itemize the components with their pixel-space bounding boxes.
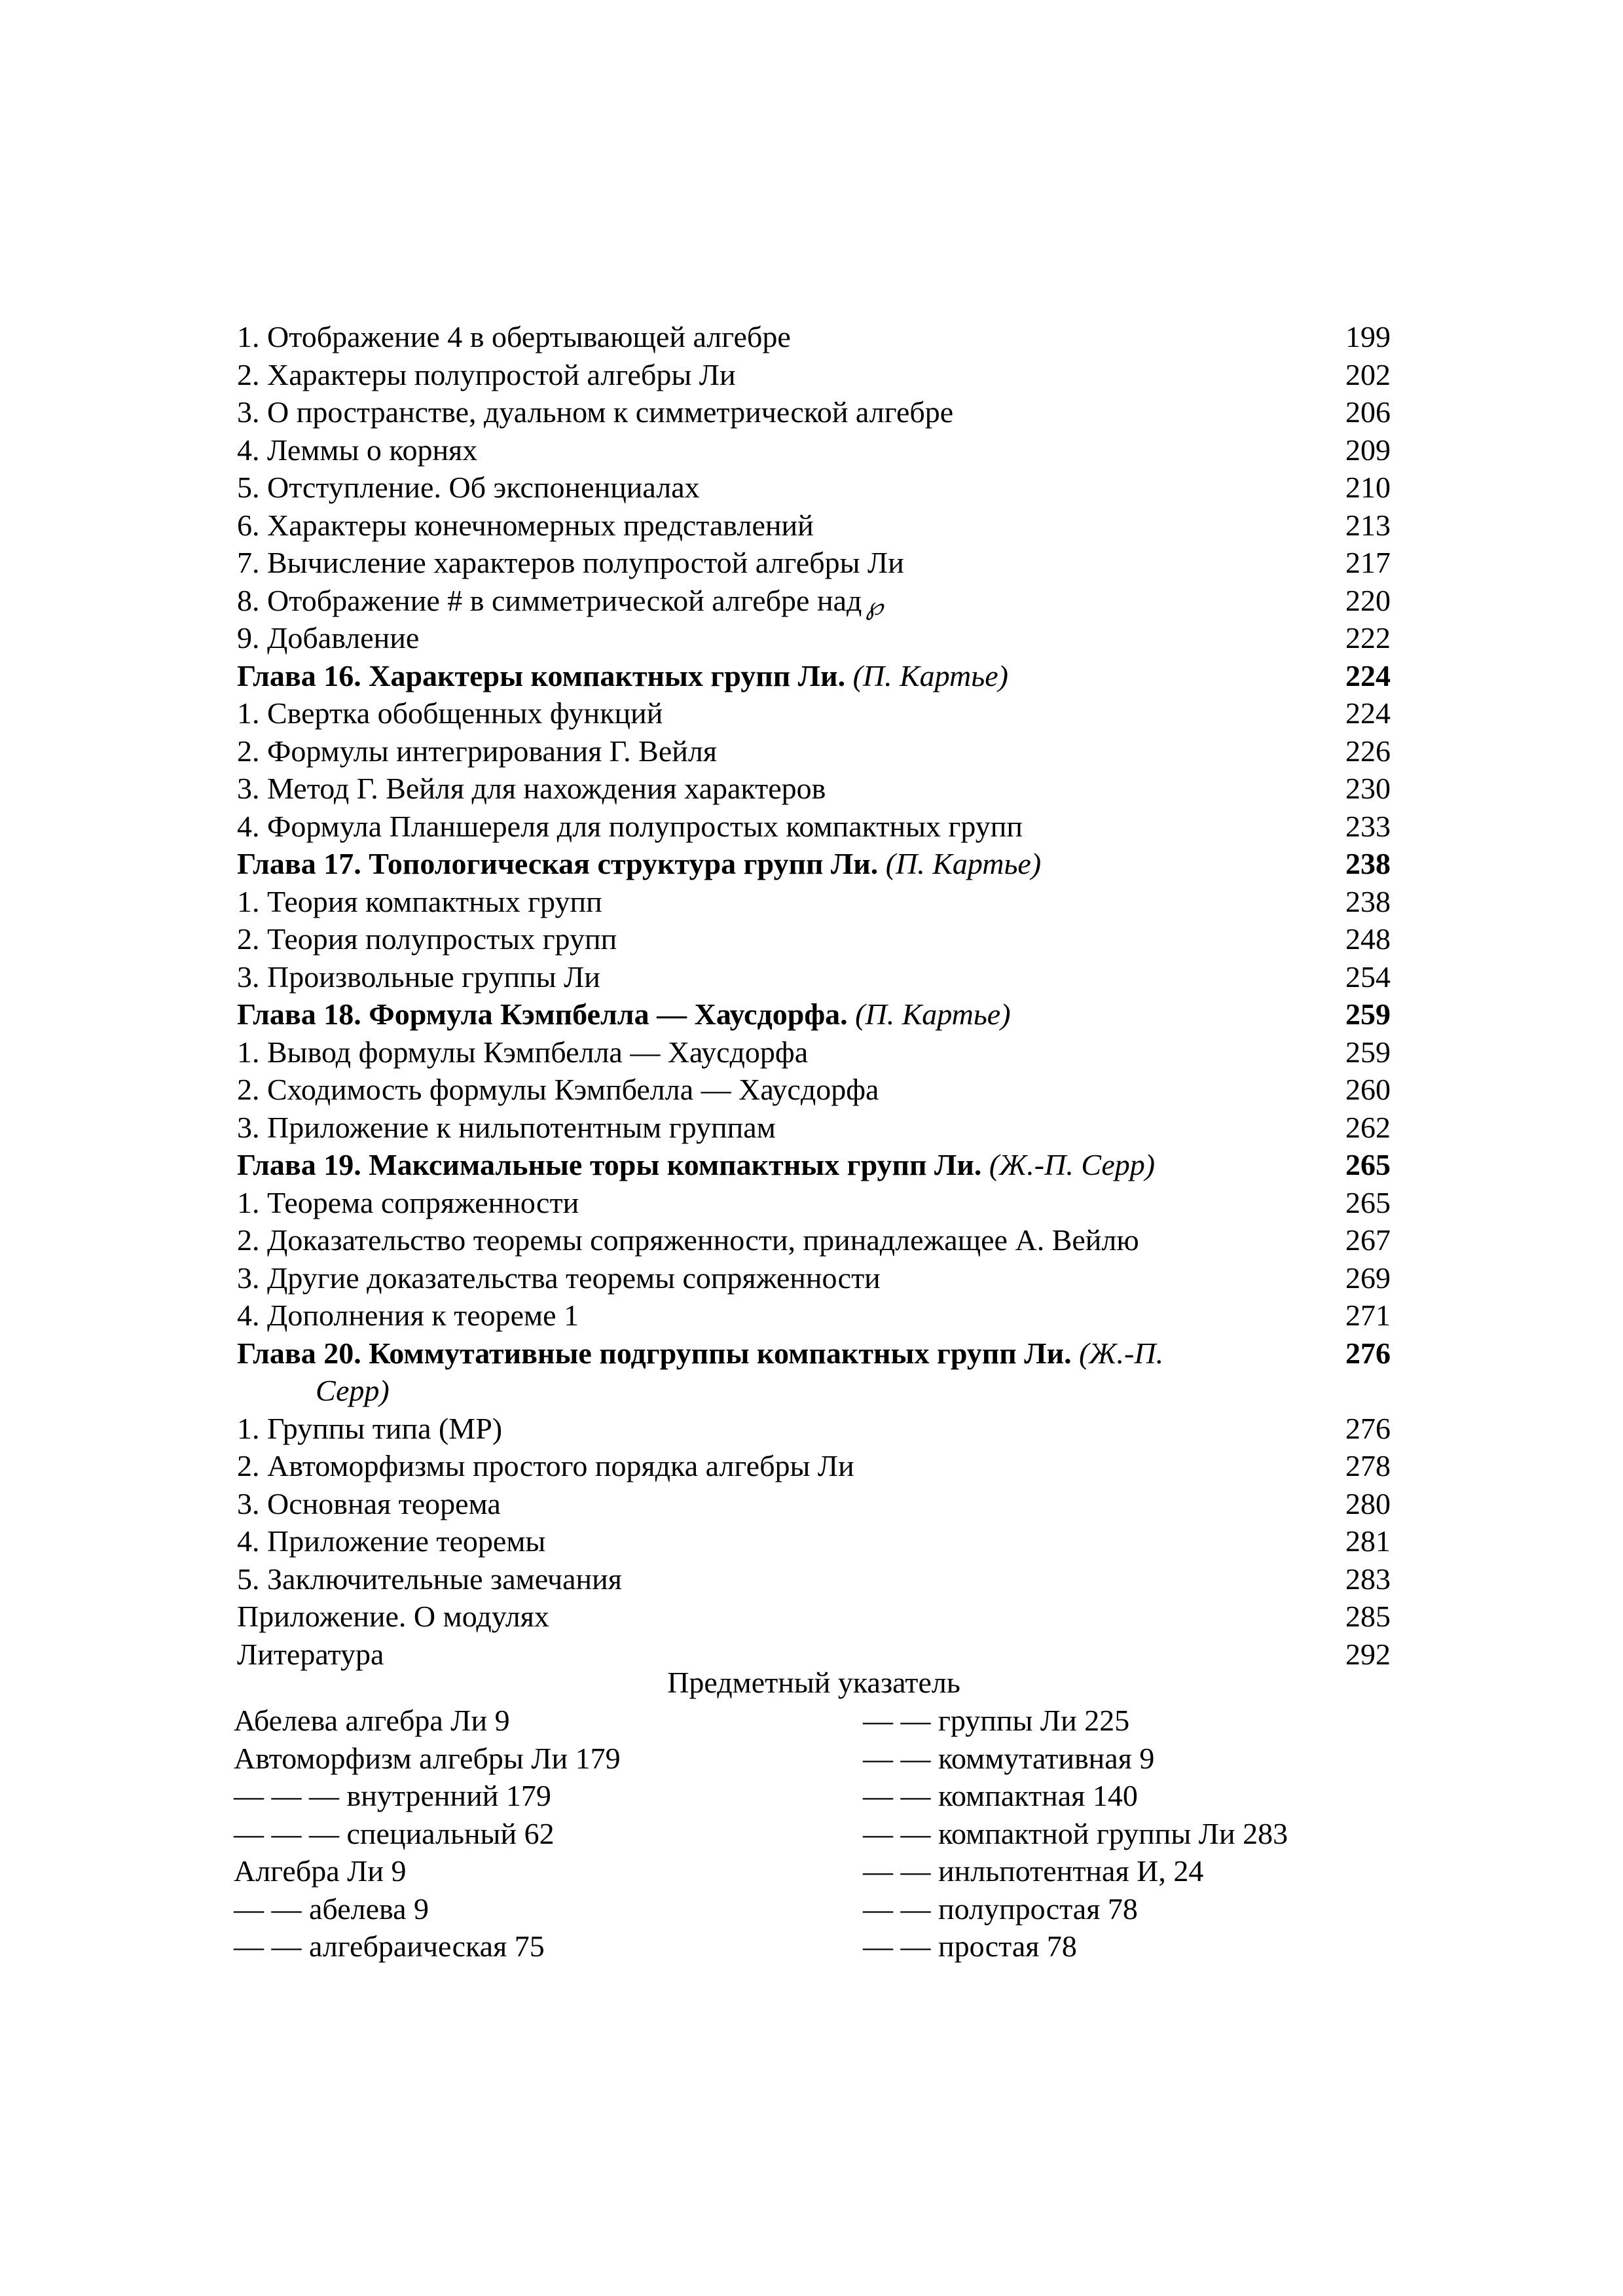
toc-entry <box>237 1071 1391 1109</box>
toc-entry-page: 285 <box>1345 1600 1391 1633</box>
toc-entry-page: 238 <box>1345 884 1391 918</box>
toc-entry-title: 3. Основная теорема <box>237 1486 501 1520</box>
toc-entry <box>237 883 1391 921</box>
toc-entry-page: 210 <box>1345 471 1391 504</box>
toc-entry <box>237 1560 1391 1598</box>
toc-entry <box>237 1297 1391 1335</box>
index-entry: — — компактная 140 <box>863 1779 1138 1812</box>
toc-entry <box>237 1259 1391 1297</box>
toc-entry <box>237 1410 1391 1448</box>
toc-chapter-heading <box>237 845 1391 883</box>
toc-entry <box>237 1522 1391 1560</box>
toc-entry-title: 4. Дополнения к теореме 1 <box>237 1299 579 1332</box>
toc-entry-page: 209 <box>1345 433 1391 467</box>
toc-entry-page: 199 <box>1345 320 1391 353</box>
subject-index-right-column <box>863 1702 1452 1965</box>
toc-entry-page: 259 <box>1345 1035 1391 1069</box>
toc-entry <box>237 732 1391 770</box>
toc-entry-title: 3. Приложение к нильпотентным группам <box>237 1110 776 1144</box>
toc-entry-page: 267 <box>1345 1223 1391 1257</box>
toc-entry <box>237 808 1391 846</box>
toc-chapter-author: (П. Картье) <box>885 847 1042 880</box>
toc-entry <box>237 431 1391 469</box>
toc-chapter-title-wrap <box>237 845 1285 883</box>
toc-entry <box>237 1598 1391 1636</box>
toc-entry <box>237 469 1391 507</box>
toc-chapter-title: Глава 17. Топологическая структура групп Ли. <box>237 847 879 880</box>
subject-index-heading: Предметный указатель <box>667 1666 960 1699</box>
index-entry: — — — внутренний 179 <box>234 1779 551 1812</box>
toc-entry-page: 283 <box>1345 1562 1391 1596</box>
table-of-contents <box>237 318 1391 1673</box>
toc-entry-title: 2. Теория полупростых групп <box>237 922 617 956</box>
toc-entry-page: 276 <box>1345 1411 1391 1445</box>
toc-entry <box>237 958 1391 996</box>
toc-entry-page: 254 <box>1345 960 1391 994</box>
toc-entry <box>237 1221 1391 1259</box>
toc-chapter-title: Глава 19. Максимальные торы компактных групп Ли. <box>237 1148 982 1181</box>
toc-chapter-title-wrap <box>237 657 1285 695</box>
toc-chapter-title: Глава 20. Коммутативные подгруппы компактных групп Ли. <box>237 1336 1072 1370</box>
index-entry: — — простая 78 <box>863 1929 1077 1963</box>
toc-chapter-author-continued: Серр) <box>316 1374 390 1407</box>
toc-entry <box>237 356 1391 394</box>
toc-entry-title: Приложение. О модулях <box>237 1600 549 1633</box>
toc-entry-page: 217 <box>1345 546 1391 579</box>
toc-entry-title: 4. Леммы о корнях <box>237 433 478 467</box>
toc-entry <box>237 920 1391 958</box>
subject-index-left-column <box>234 1702 823 1965</box>
toc-entry <box>237 318 1391 356</box>
toc-entry-title: 2. Доказательство теоремы сопряженности, принадлежащее А. Вейлю <box>237 1223 1139 1257</box>
index-entry: Автоморфизм алгебры Ли 179 <box>234 1741 621 1775</box>
toc-entry-title: 3. Метод Г. Вейля для нахождения характеров <box>237 772 826 805</box>
toc-entry-page: 202 <box>1345 357 1391 391</box>
toc-chapter-page: 259 <box>1345 997 1391 1031</box>
toc-entry-page: 222 <box>1345 621 1391 655</box>
toc-entry-page: 213 <box>1345 508 1391 542</box>
index-entry: — — алгебраическая 75 <box>234 1929 545 1963</box>
toc-chapter-title-wrap <box>237 1335 1285 1410</box>
toc-entry-page: 281 <box>1345 1524 1391 1558</box>
toc-entry-page: 260 <box>1345 1073 1391 1106</box>
index-entry: — — полупростая 78 <box>863 1892 1138 1926</box>
toc-entry-title: 7. Вычисление характеров полупростой алгебры Ли <box>237 546 904 579</box>
toc-entry <box>237 770 1391 808</box>
toc-chapter-author: (П. Картье) <box>855 997 1011 1031</box>
toc-entry-title: 1. Отображение 4 в обертывающей алгебре <box>237 320 791 353</box>
toc-entry-page: 269 <box>1345 1261 1391 1295</box>
toc-chapter-page: 265 <box>1345 1148 1391 1181</box>
toc-entry <box>237 1033 1391 1071</box>
toc-entry-page: 226 <box>1345 734 1391 768</box>
toc-entry <box>237 619 1391 657</box>
toc-entry-title: 5. Отступление. Об экспоненциалах <box>237 471 700 504</box>
index-entry: — — группы Ли 225 <box>863 1704 1130 1737</box>
toc-entry-page: 206 <box>1345 395 1391 429</box>
toc-entry-title: 3. Другие доказательства теоремы сопряженности <box>237 1261 881 1295</box>
toc-entry-title: 1. Свертка обобщенных функций <box>237 696 663 730</box>
toc-entry <box>237 393 1391 431</box>
toc-entry-page: 233 <box>1345 809 1391 843</box>
toc-entry-title: 1. Теория компактных групп <box>237 884 602 918</box>
toc-entry-page: 220 <box>1345 583 1391 617</box>
toc-chapter-title-wrap <box>237 1146 1285 1184</box>
toc-chapter-page: 224 <box>1345 658 1391 692</box>
toc-entry <box>237 1109 1391 1147</box>
toc-entry-title: 4. Приложение теоремы <box>237 1524 546 1558</box>
toc-entry-title: 5. Заключительные замечания <box>237 1562 622 1596</box>
toc-chapter-title: Глава 18. Формула Кэмпбелла — Хаусдорфа. <box>237 997 848 1031</box>
toc-chapter-heading <box>237 657 1391 695</box>
toc-chapter-author: (Ж.-П. Серр) <box>989 1148 1156 1181</box>
weierstrass-p-symbol: ℘ <box>866 592 883 620</box>
toc-entry <box>237 1485 1391 1523</box>
toc-chapter-heading <box>237 996 1391 1033</box>
index-entry: — — — специальный 62 <box>234 1816 555 1850</box>
index-entry: — — компактной группы Ли 283 <box>863 1816 1288 1850</box>
toc-chapter-page: 238 <box>1345 847 1391 880</box>
toc-entry-title: 6. Характеры конечномерных представлений <box>237 508 814 542</box>
toc-entry-page: 265 <box>1345 1185 1391 1219</box>
toc-entry-title: 2. Характеры полупростой алгебры Ли <box>237 357 736 391</box>
toc-entry-title: 2. Сходимость формулы Кэмпбелла — Хаусдорфа <box>237 1073 879 1106</box>
toc-entry <box>237 582 1391 620</box>
toc-entry-page: 262 <box>1345 1110 1391 1144</box>
toc-entry <box>237 544 1391 582</box>
toc-entry <box>237 1447 1391 1485</box>
toc-entry-title: 2. Автоморфизмы простого порядка алгебры Ли <box>237 1449 854 1482</box>
toc-chapter-title-wrap <box>237 996 1285 1033</box>
toc-chapter-heading <box>237 1335 1391 1410</box>
toc-entry-page: 248 <box>1345 922 1391 956</box>
index-entry: — — коммутативная 9 <box>863 1741 1155 1775</box>
toc-entry-title: 2. Формулы интегрирования Г. Вейля <box>237 734 717 768</box>
toc-entry-page: 224 <box>1345 696 1391 730</box>
toc-entry <box>237 507 1391 545</box>
toc-entry-title: 9. Добавление <box>237 621 420 655</box>
toc-entry-page: 278 <box>1345 1449 1391 1482</box>
index-entry: Абелева алгебра Ли 9 <box>234 1704 510 1737</box>
toc-chapter-page: 276 <box>1345 1336 1391 1370</box>
toc-entry-title: 4. Формула Планшереля для полупростых компактных групп <box>237 809 1023 843</box>
toc-entry-title: 1. Группы типа (МР) <box>237 1411 503 1445</box>
toc-chapter-author: (П. Картье) <box>852 658 1008 692</box>
toc-entry <box>237 694 1391 732</box>
index-entry: Алгебра Ли 9 <box>234 1854 407 1888</box>
toc-entry-title: 3. Произвольные группы Ли <box>237 960 600 994</box>
toc-entry-page: 271 <box>1345 1299 1391 1332</box>
toc-entry-page: 230 <box>1345 772 1391 805</box>
toc-entry-title: 1. Вывод формулы Кэмпбелла — Хаусдорфа <box>237 1035 809 1069</box>
index-entry: — — абелева 9 <box>234 1892 429 1926</box>
toc-chapter-author: (Ж.-П. <box>1079 1336 1164 1370</box>
toc-chapter-heading <box>237 1146 1391 1184</box>
toc-entry-title: Литература <box>237 1637 384 1671</box>
index-entry: — — инльпотентная И, 24 <box>863 1854 1204 1888</box>
toc-chapter-title: Глава 16. Характеры компактных групп Ли. <box>237 658 846 692</box>
toc-entry-title: 1. Теорема сопряженности <box>237 1185 579 1219</box>
toc-entry-title: 3. О пространстве, дуальном к симметрической алгебре <box>237 395 954 429</box>
toc-entry <box>237 1184 1391 1222</box>
toc-entry-page: 280 <box>1345 1486 1391 1520</box>
toc-entry-title: 8. Отображение # в симметрической алгебре над <box>237 583 862 617</box>
toc-entry-page: 292 <box>1345 1637 1391 1671</box>
